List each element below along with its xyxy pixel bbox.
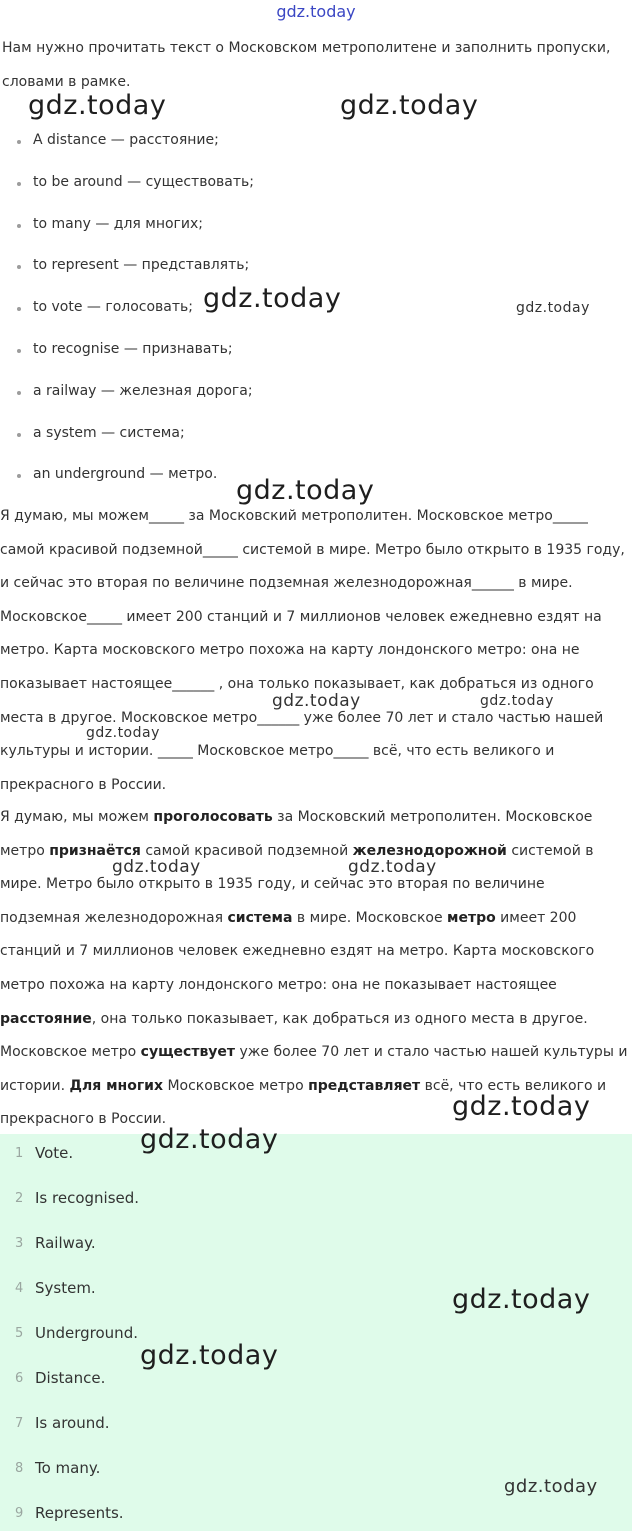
answer-item: [0, 1134, 632, 1179]
answer-item: [0, 1314, 632, 1359]
text-segment: Московское метро: [163, 1077, 309, 1094]
answer-word: система: [227, 909, 293, 926]
watermark: gdz.today: [236, 475, 375, 506]
text-segment: за Московский метрополитен. Московское метро: [0, 809, 593, 859]
text-segment: , она только показывает, как добраться из одного места в другое. Московское метро: [0, 1010, 588, 1061]
answer-word: метро: [447, 909, 496, 926]
answer-word: Для многих: [69, 1077, 163, 1094]
watermark: gdz.today: [504, 1476, 598, 1497]
answer-number: 8: [15, 1461, 24, 1476]
text-segment: уже более 70 лет и стало частью нашей культуры и истории.: [0, 1044, 628, 1094]
answer-text: Is around.: [35, 1414, 110, 1432]
watermark: gdz.today: [516, 300, 590, 316]
text-segment: в мире. Московское: [292, 909, 448, 926]
answer-number: 4: [15, 1281, 24, 1296]
answer-number: 3: [15, 1236, 24, 1251]
vocab-item: a railway — железная дорога;: [0, 375, 620, 417]
watermark: gdz.today: [28, 90, 167, 121]
vocab-item: to recognise — признавать;: [0, 333, 620, 375]
task-description: Нам нужно прочитать текст о Московском метрополитене и заполнить пропуски, словами в рамке.: [2, 40, 611, 90]
watermark: gdz.today: [272, 691, 361, 711]
text-segment: самой красивой подземной: [140, 842, 353, 859]
text-segment: системой в мире. Метро было открыто в 1935 году, и сейчас это вторая по величине подземная железнодорожная: [0, 842, 594, 926]
answer-number: 7: [15, 1416, 24, 1431]
vocab-item: to many — для многих;: [0, 208, 620, 250]
vocab-item: to vote — голосовать;: [0, 291, 620, 333]
answer-number: 5: [15, 1326, 24, 1341]
answer-word: представляет: [308, 1077, 421, 1094]
watermark: gdz.today: [140, 1340, 279, 1371]
text-segment: имеет 200 станций и 7 миллионов человек ежедневно ездят на метро. Карта московского метро похожа на карту лондонского метро: она не показывает настоящее: [0, 909, 595, 993]
answer-text: Represents.: [35, 1504, 124, 1522]
answers-list: [0, 1134, 632, 1531]
watermark: gdz.today: [203, 283, 342, 314]
answer-text: Railway.: [35, 1234, 96, 1252]
answer-item: [0, 1404, 632, 1449]
vocab-item: a system — система;: [0, 417, 620, 459]
answer-word: железнодорожной: [352, 842, 507, 859]
answer-item: [0, 1179, 632, 1224]
answer-word: расстояние: [0, 1010, 92, 1027]
watermark: gdz.today: [452, 1284, 591, 1315]
answer-number: 6: [15, 1371, 24, 1386]
answer-text: Is recognised.: [35, 1189, 140, 1207]
watermark: gdz.today: [480, 693, 554, 709]
watermark: gdz.today: [452, 1091, 591, 1122]
answer-item: [0, 1494, 632, 1539]
answer-word: проголосовать: [153, 809, 273, 825]
site-logo[interactable]: gdz.today: [276, 2, 356, 21]
watermark: gdz.today: [140, 1124, 279, 1155]
text-segment: всё, что есть великого и прекрасного в России.: [0, 1077, 607, 1128]
watermark: gdz.today: [340, 90, 479, 121]
gap-fill-text: Я думаю, мы можем_____ за Московский метрополитен. Московское метро_____ самой красивой подземной_____ системой в мире. Метро было открыто в 1935 году, и сейчас это вторая по величине подземная железнодорожная______ в мире. Московское_____ имеет 200 станций и 7 миллионов человек ежедневно ездят на метро. Карта московского метро похожа на карту лондонского метро: она не показывает настоящее______ , она только показывает, как добраться из одного места в другое. Московское метро______ уже более 70 лет и стало частью нашей культуры и истории. _____ Московское метро_____ всё, что есть великого и прекрасного в России.: [0, 508, 625, 793]
answer-number: 1: [15, 1146, 24, 1161]
answer-text: Underground.: [35, 1324, 138, 1342]
answer-word: существует: [140, 1044, 236, 1061]
completed-text: [0, 801, 628, 1137]
vocab-item: to represent — представлять;: [0, 249, 620, 291]
vocab-item: an underground — метро.: [0, 458, 620, 500]
answer-number: 2: [15, 1191, 24, 1206]
answer-text: Vote.: [35, 1144, 74, 1162]
watermark: gdz.today: [348, 857, 437, 877]
watermark: gdz.today: [86, 725, 160, 741]
answer-text: Distance.: [35, 1369, 106, 1387]
answer-text: To many.: [35, 1459, 101, 1477]
answer-number: 9: [15, 1506, 24, 1521]
text-segment: Я думаю, мы можем: [0, 809, 154, 825]
answer-item: [0, 1224, 632, 1269]
vocab-item: A distance — расстояние;: [0, 124, 620, 166]
answer-item: [0, 1359, 632, 1404]
answer-text: System.: [35, 1279, 96, 1297]
watermark: gdz.today: [112, 857, 201, 877]
answer-word: признаётся: [49, 842, 141, 859]
vocab-item: to be around — существовать;: [0, 166, 620, 208]
